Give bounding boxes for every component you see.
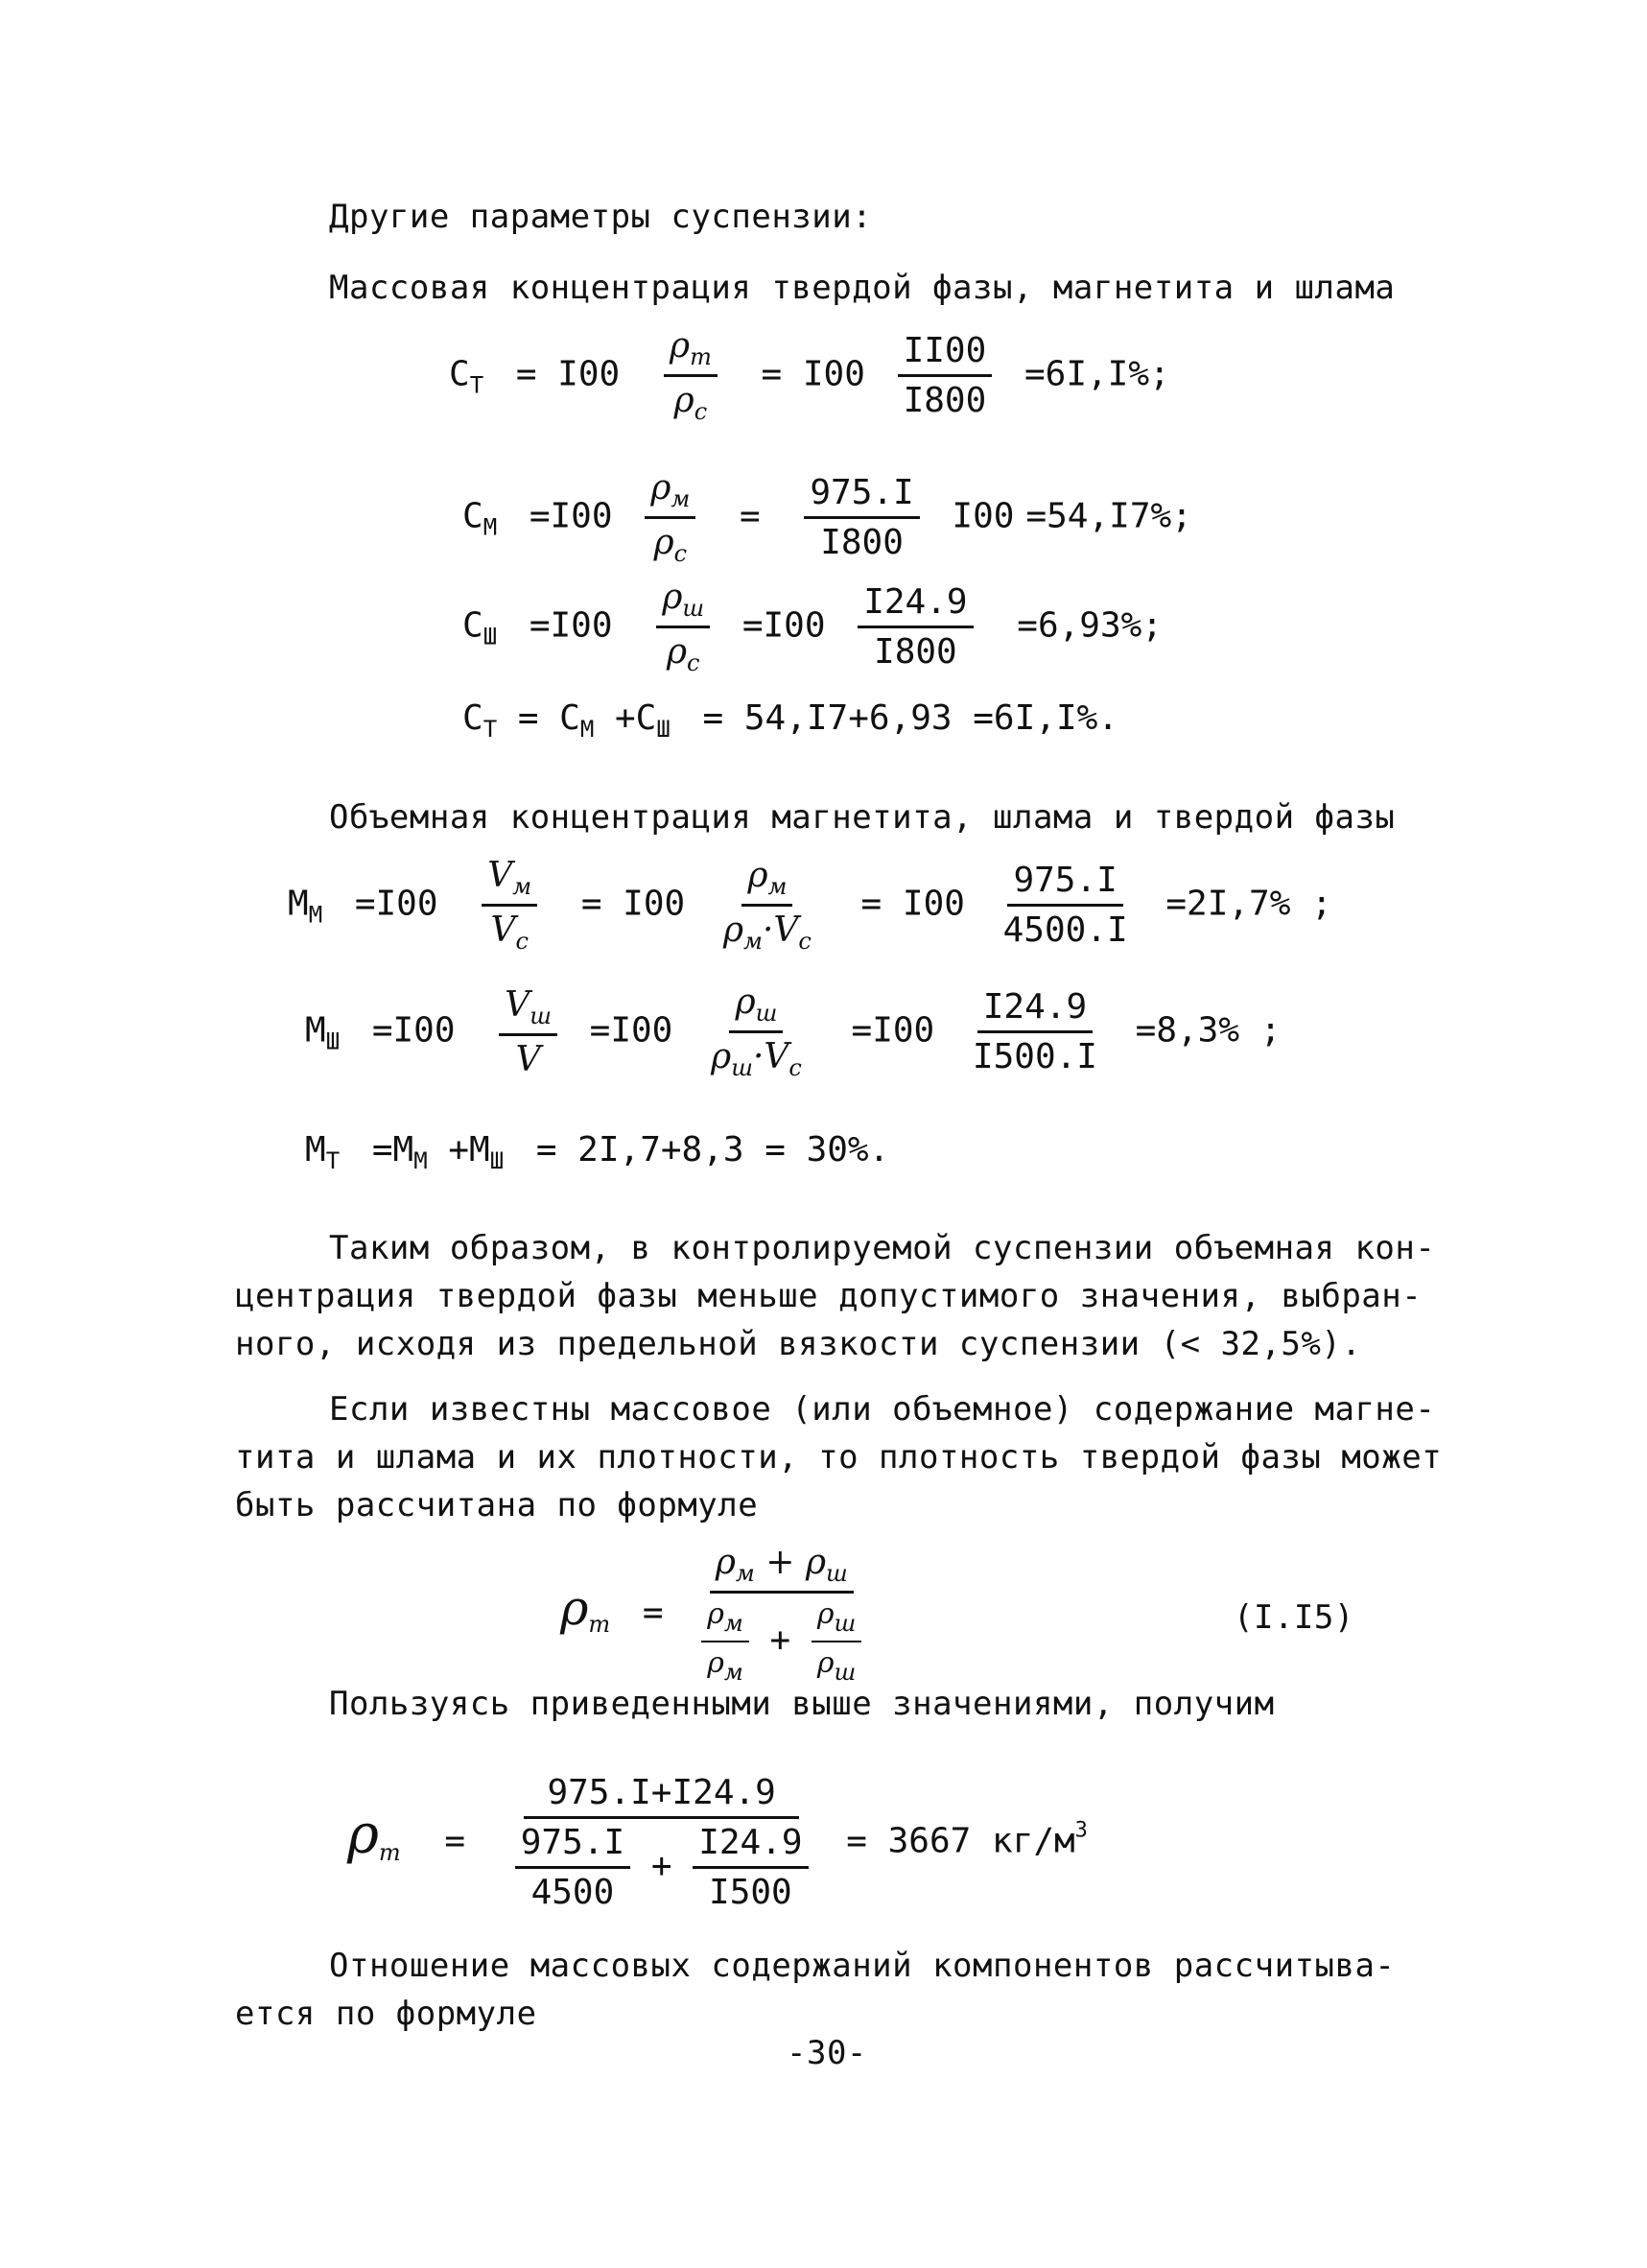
equation-mass-slime: $C_Ш =I00$ $\frac{\rho_ш}{\rho_с}$ =I00 $\frac{I24.9}{I800}$ =6,93%;: [462, 578, 1163, 676]
fraction: $\frac{\rho_ш}{\rho_с}$: [656, 578, 710, 676]
result-solid-density: $\rho_т$ = 975.I+I24.9 $\frac{975.I}{4500}$ + $\frac{I24.9}{I500}$ = 3667 $кг/м^3$: [347, 1773, 1088, 1912]
fraction-compound: $\rho_м + \rho_ш$ $\frac{\rho_м}{\rho_м}$ + $\frac{\rho_ш}{\rho_ш}$: [695, 1543, 867, 1686]
equation-mass-solid: $C_Т = I00$ $\frac{\rho_т}{\rho_с}$ = I00 $\frac{II00}{I800}$ =6I,I%;: [449, 326, 1170, 425]
paragraph-density-intro: Если известны массовое (или объемное) содержание магне- тита и шлама и их плотности, то плотность твердой фазы может быть рассчитана по формуле: [235, 1390, 1443, 1524]
equation-volume-slime: $M_Ш =I00$ $\frac{V_ш}{V}$ =I00 $\frac{\rho_ш}{\rho_ш\cdot V_c}$ =I00 $\frac{I24.9}{I500.I}$ =8,3% ;: [305, 982, 1282, 1081]
page-number: -30-: [787, 2034, 867, 2072]
fraction: $\frac{V_м}{V_c}$: [482, 856, 537, 955]
formula-label: (I.I5): [1234, 1598, 1354, 1637]
equation-volume-magnetite: $M_М =I00$ $\frac{V_м}{V_c}$ = I00 $\frac{\rho_м}{\rho_м\cdot V_c}$ = I00 $\frac{975.I}{4500.I}$ =2I,7% ;: [288, 856, 1332, 955]
fraction-values: $\frac{I24.9}{I800}$: [858, 582, 973, 672]
fraction: $\frac{\rho_т}{\rho_с}$: [664, 326, 718, 425]
paragraph-conclusion: Таким образом, в контролируемой суспензии объемная кон- центрация твердой фазы меньше допустимого значения, выбран- ного, исходя из предельной вязкости суспензии (< 32,5%).: [235, 1229, 1436, 1363]
equation-volume-sum: $M_Т =M_М +M_Ш = 2I,7+8,3 = 30\%$.: [305, 1130, 890, 1174]
fraction-compound-values: 975.I+I24.9 $\frac{975.I}{4500}$ + $\frac{I24.9}{I500}$: [509, 1773, 814, 1912]
fraction: $\frac{V_ш}{V}$: [499, 985, 557, 1079]
fraction-values: $\frac{II00}{I800}$: [898, 331, 993, 420]
fraction-values: $\frac{975.I}{4500.I}$: [1002, 861, 1128, 950]
fraction-values: $\frac{I24.9}{I500.I}$: [972, 987, 1097, 1076]
heading: Другие параметры суспензии:: [329, 198, 873, 236]
volume-concentration-title: Объемная концентрация магнетита, шлама и твердой фазы: [329, 798, 1396, 837]
formula-solid-density: $\rho_т$ = $\rho_м + \rho_ш$ $\frac{\rho_м}{\rho_м}$ + $\frac{\rho_ш}{\rho_ш}$: [560, 1543, 867, 1686]
equation-mass-magnetite: $C_М =I00$ $\frac{\rho_м}{\rho_с}$ = $\frac{975.I}{I800}$ I00 =54,I7%;: [462, 468, 1192, 567]
fraction-density: $\frac{\rho_м}{\rho_м\cdot V_c}$: [722, 856, 812, 955]
using-values-text: Пользуясь приведенными выше значениями, получим: [329, 1685, 1275, 1723]
fraction: $\frac{\rho_м}{\rho_с}$: [645, 468, 695, 567]
mass-concentration-title: Массовая концентрация твердой фазы, магнетита и шлама: [329, 269, 1396, 307]
equation-mass-sum: $C_Т = C_М +C_Ш = 54,I7+6,93 =6I,I\%$.: [462, 698, 1118, 743]
paragraph-mass-ratio: Отношение массовых содержаний компонентов рассчитыва- ется по формуле: [235, 1947, 1396, 2033]
fraction-density: $\frac{\rho_ш}{\rho_ш\cdot V_c}$: [711, 982, 802, 1081]
fraction-values: $\frac{975.I}{I800}$: [804, 473, 919, 562]
